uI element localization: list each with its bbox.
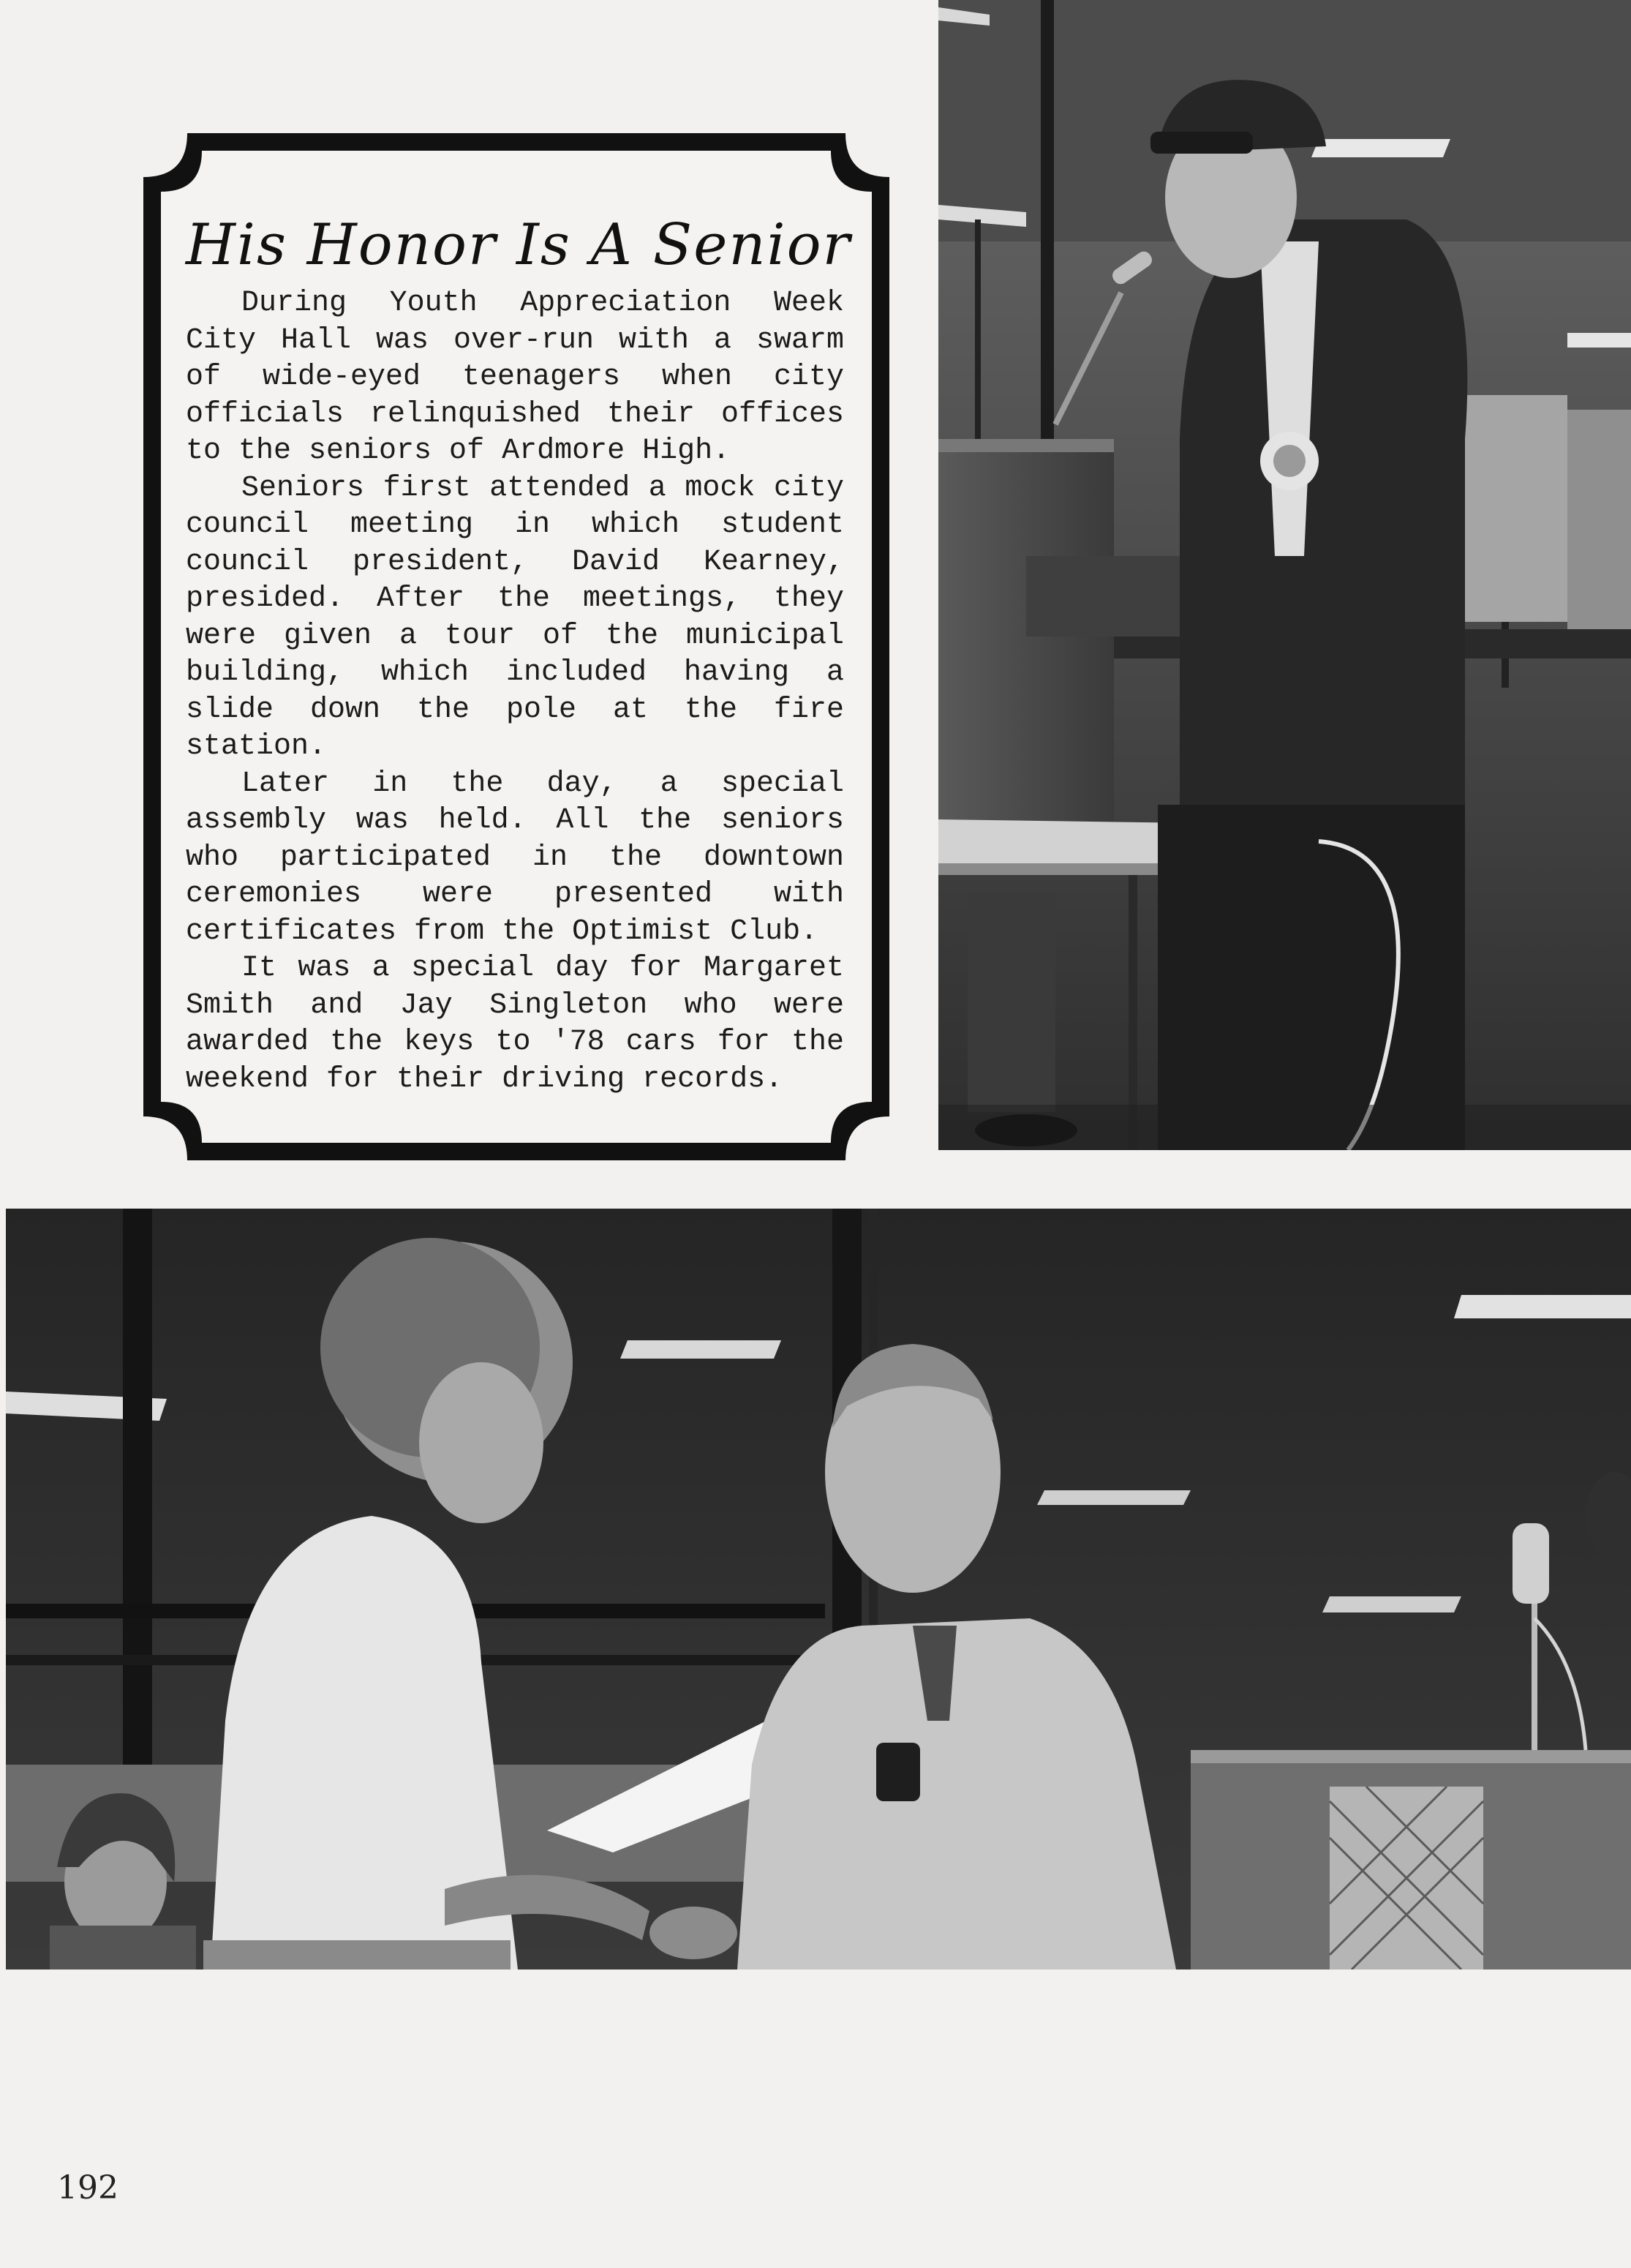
photo-speaker-at-podium bbox=[938, 0, 1631, 1150]
article-box bbox=[143, 133, 889, 1160]
article-paragraph-4: It was a special day for Margaret Smith and Jay Singleton who were awarded the keys to '78 cars for the weekend for their driving records. bbox=[186, 952, 844, 1096]
page-number: 192 bbox=[57, 2169, 118, 2207]
article-paragraph-3: Later in the day, a special assembly was held. All the seniors who participated in the downtown ceremonies were presented with certificates from the Optimist Club. bbox=[186, 767, 844, 948]
article-paragraph-2: Seniors first attended a mock city council meeting in which student council president, David Kearney, presided. After the meetings, they were given a tour of the municipal building, which included having a slide down the pole at the fire station. bbox=[186, 471, 844, 763]
photo-certificate-presentation bbox=[6, 1209, 1631, 1970]
article-title: His Honor Is A Senior bbox=[186, 212, 851, 278]
article-paragraph-1: During Youth Appreciation Week City Hall was over-run with a swarm of wide-eyed teenagers when city officials relinquished their offices to the seniors of Ardmore High. bbox=[186, 287, 844, 468]
article-content bbox=[186, 212, 851, 1098]
